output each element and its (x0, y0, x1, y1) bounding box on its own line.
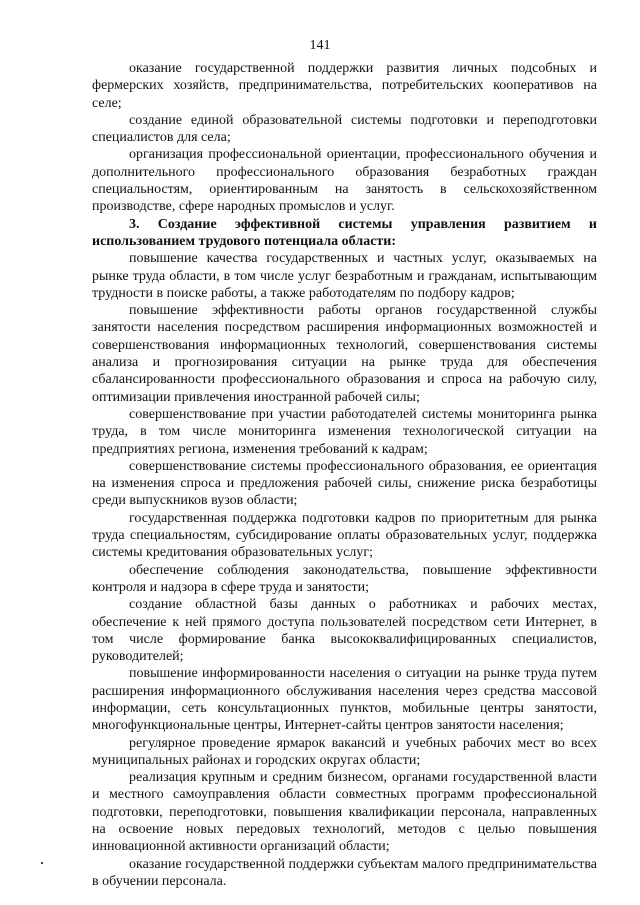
paragraph-personal-farming-support: оказание государственной поддержки развития личных подсобных и фермерских хозяйств, предпринимательства, потребительских кооперативов на селе; (92, 61, 597, 111)
paragraph-training-support: государственная поддержка подготовки кадров по приоритетным для рынка труда специальностям, субсидирование оплаты образовательных услуг, поддержка системы кредитования образовательных услуг; (92, 510, 597, 561)
paragraph-joint-programs: реализация крупным и средним бизнесом, органами государственной власти и местного самоуправления области совместных программ профессиональной подготовки, переподготовки, повышения квалификации персонала, направленных на освоение новых передовых технологий, методов с целью повышения инновационной активности организаций области; (92, 770, 597, 855)
paragraph-labor-market-monitoring: совершенствование при участии работодателей системы мониторинга рынка труда, в том числе мониторинга изменения технологической ситуации на предприятиях региона, изменения требований к кадрам; (92, 406, 597, 457)
paragraph-legal-compliance: обеспечение соблюдения законодательства, повышение эффективности контроля и надзора в сфере труда и занятости; (92, 562, 597, 595)
paragraph-job-fairs: регулярное проведение ярмарок вакансий и учебных рабочих мест во всех муниципальных районах и городских округах области; (92, 735, 597, 768)
scan-mark (41, 862, 43, 864)
paragraph-vocational-education-improvement: совершенствование системы профессионального образования, ее ориентация на изменения спроса и предложения рабочей силы, снижение риска безработицы среди выпускников вузов области; (92, 458, 597, 509)
document-body (92, 60, 597, 890)
section-heading-3: 3. Создание эффективной системы управления развитием и использованием трудового потенциала области: (92, 216, 597, 249)
page-number: 141 (309, 38, 331, 53)
paragraph-vocational-orientation: организация профессиональной ориентации, профессионального обучения и дополнительного профессионального образования безработных граждан специальностям, ориентированным на занятость в сельскохозяйственном производстве, сфере народных промыслов и услуг. (92, 147, 597, 215)
paragraph-rural-education-system: создание единой образовательной системы подготовки и переподготовки специалистов для села; (92, 112, 597, 146)
paragraph-small-business-support: оказание государственной поддержки субъектам малого предпринимательства в обучении персонала. (92, 856, 597, 889)
paragraph-regional-database: создание областной базы данных о работниках и рабочих местах, обеспечение к ней прямого доступа пользователей посредством сети Интернет, в том числе формирование банка высококвалифицированных специалистов, руководителей; (92, 597, 597, 665)
paragraph-service-quality: повышение качества государственных и частных услуг, оказываемых на рынке труда области, в том числе услуг безработным и гражданам, испытывающим трудности в поиске работы, а также работодателям по подбору кадров; (92, 251, 597, 301)
paragraph-public-awareness: повышение информированности населения о ситуации на рынке труда путем расширения информационного обслуживания населения через средства массовой информации, сеть консультационных пунктов, мобильные центры занятости, многофункциональные центры, Интернет-сайты центров занятости населения; (92, 666, 597, 734)
paragraph-employment-service-efficiency: повышение эффективности работы органов государственной службы занятости населения посредством расширения информационных возможностей и совершенствования информационных технологий, совершенствования системы анализа и прогнозирования ситуации на рынке труда для обеспечения сбалансированности профессионального образования и спроса на рабочую силу, оптимизации привлечения иностранной рабочей силы; (92, 303, 597, 405)
